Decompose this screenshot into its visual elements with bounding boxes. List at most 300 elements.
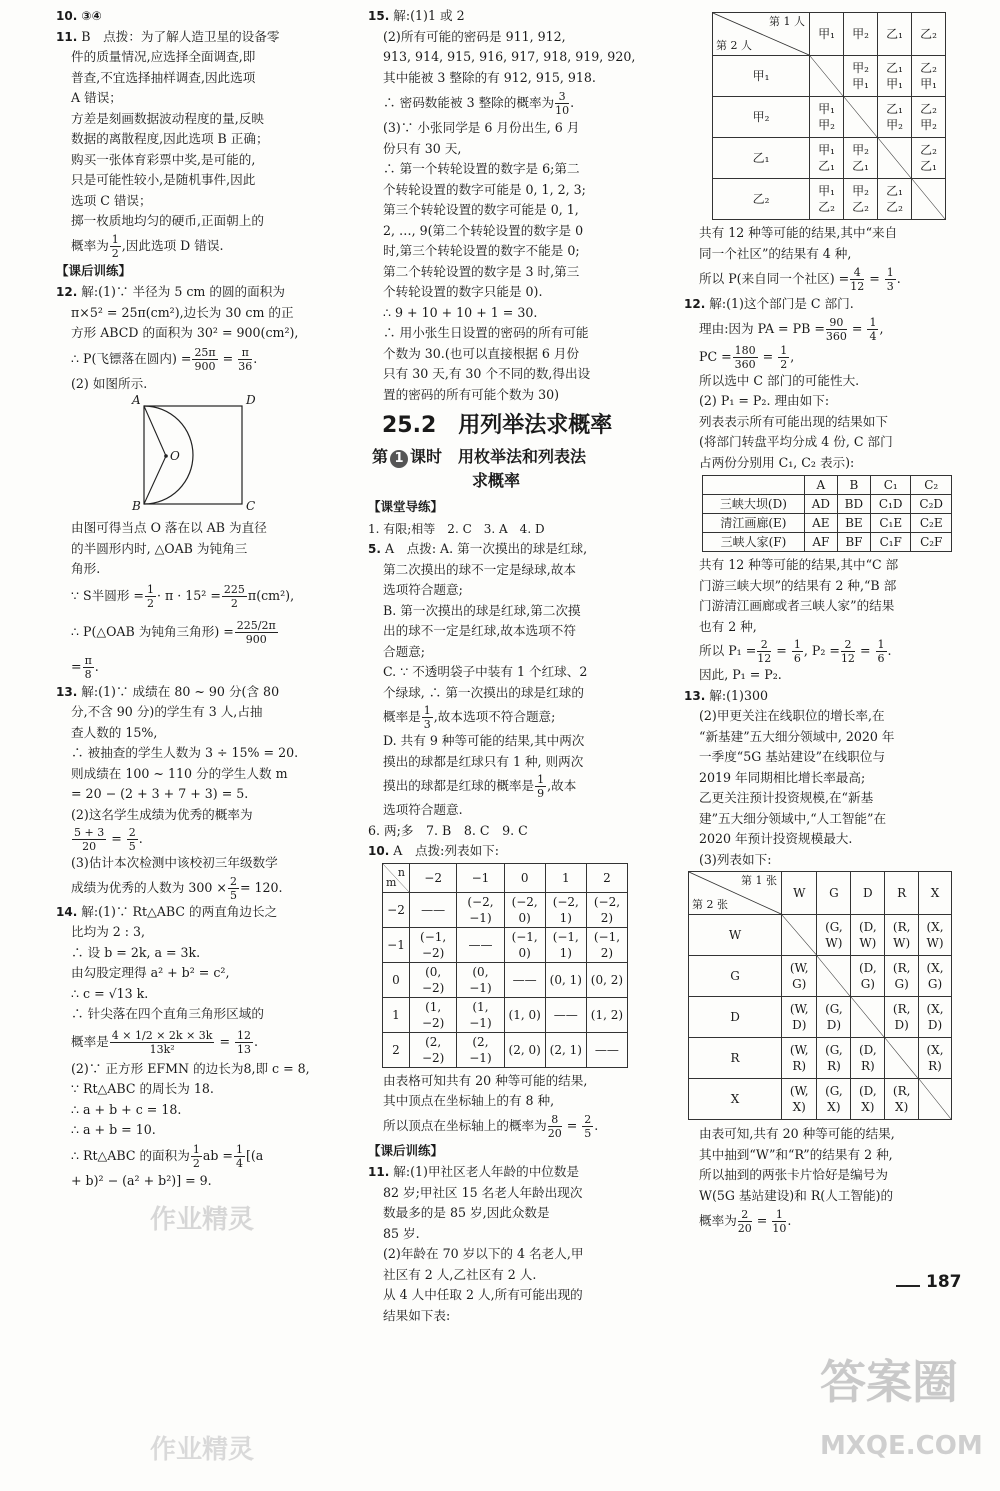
cell-line: (X,: [926, 1043, 944, 1057]
fraction: $\frac{1}{9}$: [537, 773, 545, 800]
table-row: [689, 915, 952, 956]
line: ∴ P(△OAB 为钝角三角形) = $\frac{225/2\pi}{900}$: [71, 618, 276, 646]
line: 普查,不宜选择抽样调查,因此选项: [71, 69, 256, 85]
cell-line: 乙₁: [920, 159, 937, 173]
table-cell: (1, 2): [586, 997, 627, 1032]
table-cell: (−1, 1): [545, 927, 586, 962]
line: 个转轮设置的数字可能是 0, 1, 2, 3;: [383, 181, 586, 197]
cell-line: 乙₂: [920, 143, 937, 157]
line: 解:(1)甲社区老人年龄的中位数是: [393, 1164, 580, 1179]
line: 比均为 2 : 3,: [71, 924, 146, 939]
q-num: 10.: [368, 844, 390, 858]
line: ∴ 9 + 10 + 10 + 1 = 30.: [383, 304, 538, 320]
line: ∴ 被抽查的学生人数为 3 ÷ 15% = 20.: [71, 745, 299, 760]
line: 2020 年预计投资规模最大.: [699, 831, 853, 846]
answer-12: [684, 294, 956, 686]
table-header-cell: B: [837, 476, 870, 495]
section-heading: 【课后训练】: [56, 262, 132, 278]
cell-line: R): [792, 1059, 807, 1073]
table-row: [689, 1038, 952, 1079]
table-header-row: [703, 476, 952, 495]
line: 成绩为优秀的人数为 300 × $\frac{2}{5}$ = 120.: [71, 874, 283, 902]
fraction: $\frac{1}{6}$: [877, 638, 885, 665]
table-cell: (−2, 2): [586, 892, 627, 927]
line: 个转轮设置的数字只能是 0).: [383, 284, 543, 299]
table-cell: C₂F: [911, 533, 952, 552]
pairing-table-people: [712, 12, 946, 220]
table-cell: (−1, −2): [410, 927, 457, 962]
table-header-cell: 甲₁: [810, 13, 844, 56]
table-row: [713, 179, 946, 220]
fraction: $\frac{3}{10}$: [555, 90, 570, 117]
line: 由图可得当点 O 落在以 AB 为直径: [71, 520, 267, 535]
square-figure: [130, 393, 260, 514]
line: 乙更关注预计投资规模,在“新基: [699, 790, 874, 805]
row-header-cell: −1: [383, 927, 410, 962]
cell-line: D): [826, 1018, 842, 1032]
line: 理由:因为 PA = PB = $\frac{90}{360}$ = $\frac{1}{4}$ ,: [699, 315, 884, 343]
cell-line: X): [827, 1100, 841, 1114]
table-empty-diagonal-cell: [912, 179, 946, 220]
cell-line: 甲₁: [818, 102, 835, 116]
table-cell: [817, 1038, 851, 1079]
cell-line: (R,: [892, 1084, 911, 1098]
table-cell: C₁F: [870, 533, 910, 552]
table-cell: AE: [804, 514, 837, 533]
answer-13: [684, 686, 956, 1237]
line: ∵ Rt△ABC 的周长为 18.: [71, 1081, 214, 1096]
table-cell: [851, 915, 885, 956]
answers-1-4: 1. 有限;相等 2. C 3. A 4. D: [368, 521, 545, 536]
fraction: $\frac{225/2\pi}{900}$: [236, 618, 276, 646]
label-C: C: [246, 499, 256, 513]
row-header-cell: 乙₁: [713, 138, 810, 179]
corner-bottom-label: 第 2 张: [692, 898, 728, 911]
fraction: $\frac{2}{20}$: [737, 1208, 752, 1235]
cell-line: (R,: [892, 1002, 911, 1016]
line: 共有 12 种等可能的结果,其中“C 部: [699, 557, 899, 572]
cell-line: G): [927, 977, 943, 991]
table-cell: BF: [837, 533, 870, 552]
table-cell: [912, 138, 946, 179]
line: 分,不含 90 分)的学生有 3 人,占抽: [71, 704, 263, 719]
table-cell: (−1, 0): [504, 927, 545, 962]
line: 从 4 人中任取 2 人,所有可能出现的: [383, 1287, 583, 1302]
line: 所以顶点在坐标轴上的概率为 $\frac{8}{20}$ = $\frac{2}{5}$ .: [383, 1112, 599, 1140]
line: (将部门转盘平均分成 4 份, C 部门: [699, 434, 893, 449]
cell-line: W): [893, 936, 911, 950]
table-cell: C₁D: [870, 495, 910, 514]
cell-line: (W,: [789, 961, 809, 975]
line: 解:(1)∵ Rt△ABC 的两直角边长之: [81, 903, 278, 919]
table-corner-cell: [713, 13, 810, 56]
cell-line: W): [859, 936, 877, 950]
cell-line: 乙₂: [886, 200, 903, 214]
cell-line: 甲₁: [818, 143, 835, 157]
table-cell: (1, −2): [410, 997, 457, 1032]
table-row: [383, 892, 628, 927]
row-header-cell: 1: [383, 997, 410, 1032]
cell-line: (X,: [926, 1002, 944, 1016]
table-header-cell: [703, 476, 805, 495]
table-cell: [885, 1079, 919, 1120]
table-cell: [782, 956, 817, 997]
line: 列表表示所有可能出现的结果如下: [699, 413, 888, 429]
line: 所以 P(来自同一个社区) = $\frac{4}{12}$ = $\frac{1}{3}$ .: [699, 266, 901, 293]
q-num: 11.: [368, 1165, 390, 1179]
cell-line: W): [825, 936, 843, 950]
fraction: $\frac{1}{3}$: [886, 266, 894, 293]
table-cell: [844, 56, 878, 97]
line: 其中顶点在坐标轴上的有 8 种,: [383, 1093, 555, 1108]
line: 方形 ABCD 的面积为 30² = 900(cm²),: [71, 325, 299, 340]
table-header-cell: 0: [504, 863, 545, 892]
line: A 点拨: A. 第一次摸出的球是红球,: [384, 541, 588, 556]
row-header-cell: X: [689, 1079, 782, 1120]
row-header-cell: 0: [383, 962, 410, 997]
cell-line: 甲₁: [818, 184, 835, 198]
row-header-cell: G: [689, 956, 782, 997]
line: 时,第三个转轮设置的数字不能是 0;: [383, 243, 580, 258]
cell-line: (R,: [892, 961, 911, 975]
fraction: $\frac{90}{360}$: [825, 315, 847, 343]
row-header-cell: 乙₂: [713, 179, 810, 220]
table-empty-diagonal-cell: [844, 97, 878, 138]
lesson-title: 第 1 课时 用枚举法和列表法: [372, 447, 587, 466]
table-header-cell: A: [804, 476, 837, 495]
cell-line: 乙₂: [920, 61, 937, 75]
cell-line: G): [894, 977, 909, 991]
line: 也有 2 种,: [699, 618, 757, 634]
table-cell: ——: [545, 997, 586, 1032]
table-row: [383, 962, 628, 997]
table-header-cell: 1: [545, 863, 586, 892]
table-corner-cell: [383, 863, 410, 892]
line: ∴ P(飞镖落在圆内) = $\frac{25\pi}{900}$ = $\frac{\pi}{36}$ .: [71, 345, 258, 373]
line: (2)∵ 正方形 EFMN 的边长为8,即 c = 8,: [71, 1060, 310, 1076]
cell-line: (G,: [825, 1084, 843, 1098]
fraction: $\frac{1}{4}$: [235, 1142, 243, 1170]
line: (3)估计本次检测中该校初三年级数学: [71, 855, 278, 870]
cell-line: 乙₁: [886, 61, 903, 75]
line: 数最多的是 85 岁,因此众数是: [383, 1205, 550, 1220]
line: 概率为 $\frac{1}{2}$ ,因此选项 D 错误.: [71, 232, 224, 260]
fraction: $\frac{1}{3}$: [423, 704, 431, 731]
row-header-cell: R: [689, 1038, 782, 1079]
q-num: 14.: [56, 904, 78, 919]
fraction: $\frac{1}{2}$: [146, 582, 154, 610]
line: $\frac{5 + 3}{20}$ = $\frac{2}{5}$ .: [74, 826, 143, 853]
table-header-cell: W: [782, 872, 817, 915]
fraction: $\frac{25\pi}{900}$: [194, 345, 216, 373]
row-header-cell: W: [689, 915, 782, 956]
table-cell: (−1, 2): [586, 927, 627, 962]
table-cell: AD: [804, 495, 837, 514]
cell-line: R): [928, 1059, 942, 1073]
chapter-title: 25.2 用列举法求概率: [382, 413, 613, 438]
label-D: D: [246, 393, 256, 407]
cell-line: W): [926, 936, 944, 950]
line: ∴ 第一个转轮设置的数字是 6;第二: [383, 161, 580, 176]
table-corner-cell: [689, 872, 782, 915]
table-header-cell: 乙₂: [912, 13, 946, 56]
cell-line: R): [860, 1059, 875, 1073]
table-cell: [810, 179, 844, 220]
page-number: 187: [926, 1272, 962, 1292]
table-cell: ——: [586, 1032, 627, 1067]
table-header-cell: R: [885, 872, 919, 915]
line: 解:(1)∵ 成绩在 80 ~ 90 分(含 80: [81, 683, 280, 699]
section-heading: 【课堂导练】: [368, 499, 444, 514]
table-cell: ——: [457, 927, 504, 962]
fraction: $\frac{2}{12}$: [757, 638, 772, 665]
line: 出的球不一定是红球,故本选项不符: [383, 623, 576, 638]
line: 所以选中 C 部门的可能性大.: [699, 372, 860, 388]
cell-line: D): [927, 1018, 943, 1032]
fraction: $\frac{1}{2}$: [192, 1142, 200, 1170]
table-cell: [817, 915, 851, 956]
line: 概率为 $\frac{2}{20}$ = $\frac{1}{10}$ .: [699, 1208, 792, 1235]
line: 方差是刻画数据波动程度的量,反映: [71, 110, 264, 126]
line: 一季度“5G 基站建设”在线职位与: [699, 749, 886, 764]
table-cell: (0, 1): [545, 962, 586, 997]
table-cell: BD: [837, 495, 870, 514]
row-header-cell: 甲₂: [713, 97, 810, 138]
line: 所以 P₁ = $\frac{2}{12}$ = $\frac{1}{6}$ , P₂ = $\frac{2}{12}$ = $\frac{1}{6}$ .: [699, 638, 892, 665]
line: 则成绩在 100 ~ 110 分的学生人数 m: [71, 765, 288, 781]
line: 合题意;: [383, 643, 426, 659]
table-empty-diagonal-cell: [817, 956, 851, 997]
q-num: 11.: [56, 29, 78, 44]
cell-line: 乙₂: [818, 200, 835, 214]
line: “新基建”五大细分领域中, 2020 年: [699, 728, 895, 744]
table-cell: [844, 179, 878, 220]
line: 82 岁;甲社区 15 名老人年龄出现次: [383, 1184, 583, 1200]
cell-line: 甲₁: [886, 77, 903, 91]
line: 由表格可知共有 20 种等可能的结果,: [383, 1072, 588, 1088]
table-cell: [851, 1079, 885, 1120]
line: W(5G 基站建设)和 R(人工智能)的: [699, 1187, 894, 1203]
line: ∵ S半圆形 = $\frac{1}{2}$ · π · 15² = $\frac{225}{2}$ π(cm²),: [71, 582, 295, 610]
row-header-cell: 2: [383, 1032, 410, 1067]
line: 结果如下表:: [383, 1307, 451, 1323]
cell-line: 乙₁: [886, 184, 903, 198]
label-B: B: [132, 499, 141, 513]
table-header-cell: 2: [586, 863, 627, 892]
cell-line: G): [860, 977, 875, 991]
fraction: $\frac{4}{12}$: [850, 266, 865, 293]
q-num: 13.: [56, 684, 78, 699]
table-row: [703, 533, 952, 552]
line: 2019 年同期相比增长率最高;: [699, 769, 866, 785]
table-row: [383, 1032, 628, 1067]
watermark-logo: 答案圈: [820, 1355, 958, 1409]
table-cell: [878, 56, 912, 97]
cell-line: (R,: [892, 920, 911, 934]
line: 个数为 30.(也可以直接根据 6 月份: [383, 345, 580, 361]
cell-line: 甲₂: [886, 118, 903, 132]
line: 因此, P₁ = P₂.: [699, 667, 782, 682]
line: 购买一张体育彩票中奖,是可能的,: [71, 151, 256, 167]
line: 选项符合题意.: [383, 802, 463, 817]
fraction: $\frac{1}{10}$: [772, 1208, 787, 1235]
corner-top-label: n: [397, 865, 405, 879]
fraction: $\frac{\pi}{8}$: [84, 653, 92, 681]
line: 解:(1)300: [709, 687, 768, 703]
answer-11: [368, 1162, 638, 1326]
table-cell: [919, 915, 952, 956]
line: 第二次摸出的球不一定是绿球,故本: [383, 561, 576, 577]
line: (2)这名学生成绩为优秀的概率为: [71, 806, 253, 822]
line: 选项 C 错误；: [71, 192, 152, 208]
card-draw-table: [688, 871, 952, 1120]
line: 门游清江画廊或者三峡人家”的结果: [699, 598, 895, 613]
line: 数据的离散程度,因此选项 B 正确；: [71, 131, 269, 146]
line: 只是可能性较小,是随机事件,因此: [71, 172, 256, 187]
square-semicircle-diagram: [130, 396, 260, 514]
row-header-cell: 三峡大坝(D): [703, 495, 805, 514]
table-cell: ——: [504, 962, 545, 997]
fraction: $\frac{1}{6}$: [793, 638, 801, 665]
table-cell: [782, 1038, 817, 1079]
cell-line: (W,: [789, 1084, 809, 1098]
q-num: 12.: [684, 297, 706, 311]
table-cell: [885, 915, 919, 956]
fraction: $\frac{2}{12}$: [840, 638, 855, 665]
table-header-cell: C₁: [870, 476, 910, 495]
table-cell: [912, 56, 946, 97]
column-left: [56, 6, 318, 1191]
line: 第三个转轮设置的数字可能是 0, 1,: [383, 202, 579, 217]
fraction: $\frac{\pi}{36}$: [238, 345, 253, 373]
fraction: $\frac{180}{360}$: [734, 343, 756, 371]
fraction: $\frac{4 \times 1/2 \times 2k \times 3k}{\text{13k²}}$: [111, 1028, 213, 1056]
line: 门游三峡大坝”的结果有 2 种,“B 部: [699, 577, 897, 593]
table-cell: [782, 997, 817, 1038]
line: (2)甲更关注在线职位的增长率,在: [699, 708, 885, 723]
table-row: [703, 514, 952, 533]
line: ∴ 设 b = 2k, a = 3k.: [71, 944, 201, 960]
table-cell: BE: [837, 514, 870, 533]
cell-line: (G,: [825, 1043, 843, 1057]
cell-line: X): [895, 1100, 909, 1114]
table-cell: [919, 956, 952, 997]
answer-5: [368, 539, 638, 821]
table-cell: (−2, −1): [457, 892, 504, 927]
line: 概率是 $\frac{1}{3}$ ,故本选项不符合题意;: [383, 704, 556, 731]
row-header-cell: 清江画廊(E): [703, 514, 805, 533]
line: C. ∵ 不透明袋子中装有 1 个红球、2: [383, 664, 588, 679]
table-cell: [878, 97, 912, 138]
department-scenery-table: [702, 475, 952, 552]
table-empty-diagonal-cell: [851, 997, 885, 1038]
cell-line: 甲₂: [818, 118, 835, 132]
line: 掷一枚质地均匀的硬币,正面朝上的: [71, 213, 264, 228]
table-cell: [919, 997, 952, 1038]
table-cell: C₂E: [911, 514, 952, 533]
column-right: [684, 6, 956, 1236]
cell-line: D): [894, 1018, 909, 1032]
line: 份只有 30 天,: [383, 140, 462, 156]
cell-line: (D,: [858, 1084, 877, 1098]
table-cell: [912, 97, 946, 138]
line: A 错误；: [71, 90, 122, 105]
table-cell: (0, −1): [457, 962, 504, 997]
fraction: $\frac{2}{5}$: [229, 874, 237, 902]
table-header-row: [689, 872, 952, 915]
table-cell: [817, 997, 851, 1038]
line: 第二个转轮设置的数字是 3 时,第三: [383, 263, 580, 279]
table-cell: (2, −2): [410, 1032, 457, 1067]
line: (2) P₁ = P₂. 理由如下:: [699, 393, 830, 408]
table-cell: AF: [804, 533, 837, 552]
line: (2)年龄在 70 岁以下的 4 名老人,甲: [383, 1246, 584, 1261]
table-cell: [885, 997, 919, 1038]
cell-line: 乙₁: [818, 159, 835, 173]
line: 个绿球, ∴ 第一次摸出的球是红球的: [383, 684, 584, 700]
table-row: [689, 956, 952, 997]
cell-line: 乙₁: [852, 159, 869, 173]
table-cell: ——: [410, 892, 457, 927]
line: 角形.: [71, 561, 101, 576]
cell-line: (G,: [825, 1002, 843, 1016]
cell-line: 乙₂: [852, 200, 869, 214]
line: (2)所有可能的密码是 911, 912,: [383, 28, 566, 44]
line: 摸出的球都是红球只有 1 种, 则两次: [383, 753, 584, 769]
table-row: [713, 56, 946, 97]
table-header-cell: D: [851, 872, 885, 915]
cell-line: 甲₂: [852, 61, 869, 75]
cell-line: 甲₂: [920, 118, 937, 132]
table-cell: C₂D: [911, 495, 952, 514]
table-header-row: [713, 13, 946, 56]
table-cell: [810, 97, 844, 138]
line: 社区有 2 人,乙社区有 2 人.: [383, 1266, 537, 1282]
line: 的半圆形内时, △OAB 为钝角三: [71, 540, 248, 556]
cell-line: X): [861, 1100, 875, 1114]
line: ∴ a + b + c = 18.: [71, 1101, 182, 1117]
line: 其中能被 3 整除的有 912, 915, 918.: [383, 69, 596, 85]
page-number-rule: [896, 1285, 920, 1287]
line: 同一个社区”的结果有 4 种,: [699, 245, 852, 261]
table-row: [689, 997, 952, 1038]
line: 913, 914, 915, 916, 917, 918, 919, 920,: [383, 49, 636, 64]
table-header-cell: −2: [410, 863, 457, 892]
answer-13: [56, 682, 318, 902]
cell-line: (X,: [926, 961, 944, 975]
table-row: [703, 495, 952, 514]
line: 由勾股定理得 a² + b² = c²,: [71, 965, 230, 980]
fraction: $\frac{8}{20}$: [547, 1112, 562, 1140]
fraction: $\frac{2}{5}$: [584, 1112, 592, 1140]
section-heading: 【课后训练】: [368, 1142, 444, 1158]
watermark: 作业精灵: [150, 1205, 255, 1235]
corner-bottom-label: 第 2 人: [716, 39, 752, 52]
line: 解:(1)∵ 半径为 5 cm 的圆的面积为: [81, 284, 285, 299]
table-row: [713, 97, 946, 138]
cell-line: G): [792, 977, 807, 991]
table-empty-diagonal-cell: [878, 138, 912, 179]
table-cell: (1, 0): [504, 997, 545, 1032]
cell-line: X): [792, 1100, 806, 1114]
fraction: $\frac{1}{2}$: [780, 343, 788, 371]
corner-top-label: 第 1 人: [769, 15, 805, 28]
line: 共有 12 种等可能的结果,其中“来自: [699, 225, 898, 240]
line: ∴ 密码数能被 3 整除的概率为 $\frac{3}{10}$ .: [383, 90, 575, 117]
line: 查人数的 15%,: [71, 724, 158, 740]
cell-line: 甲₂: [852, 184, 869, 198]
line: ∴ Rt△ABC 的面积为 $\frac{1}{2}$ ab = $\frac{1}{4}$ [(a: [71, 1142, 264, 1170]
